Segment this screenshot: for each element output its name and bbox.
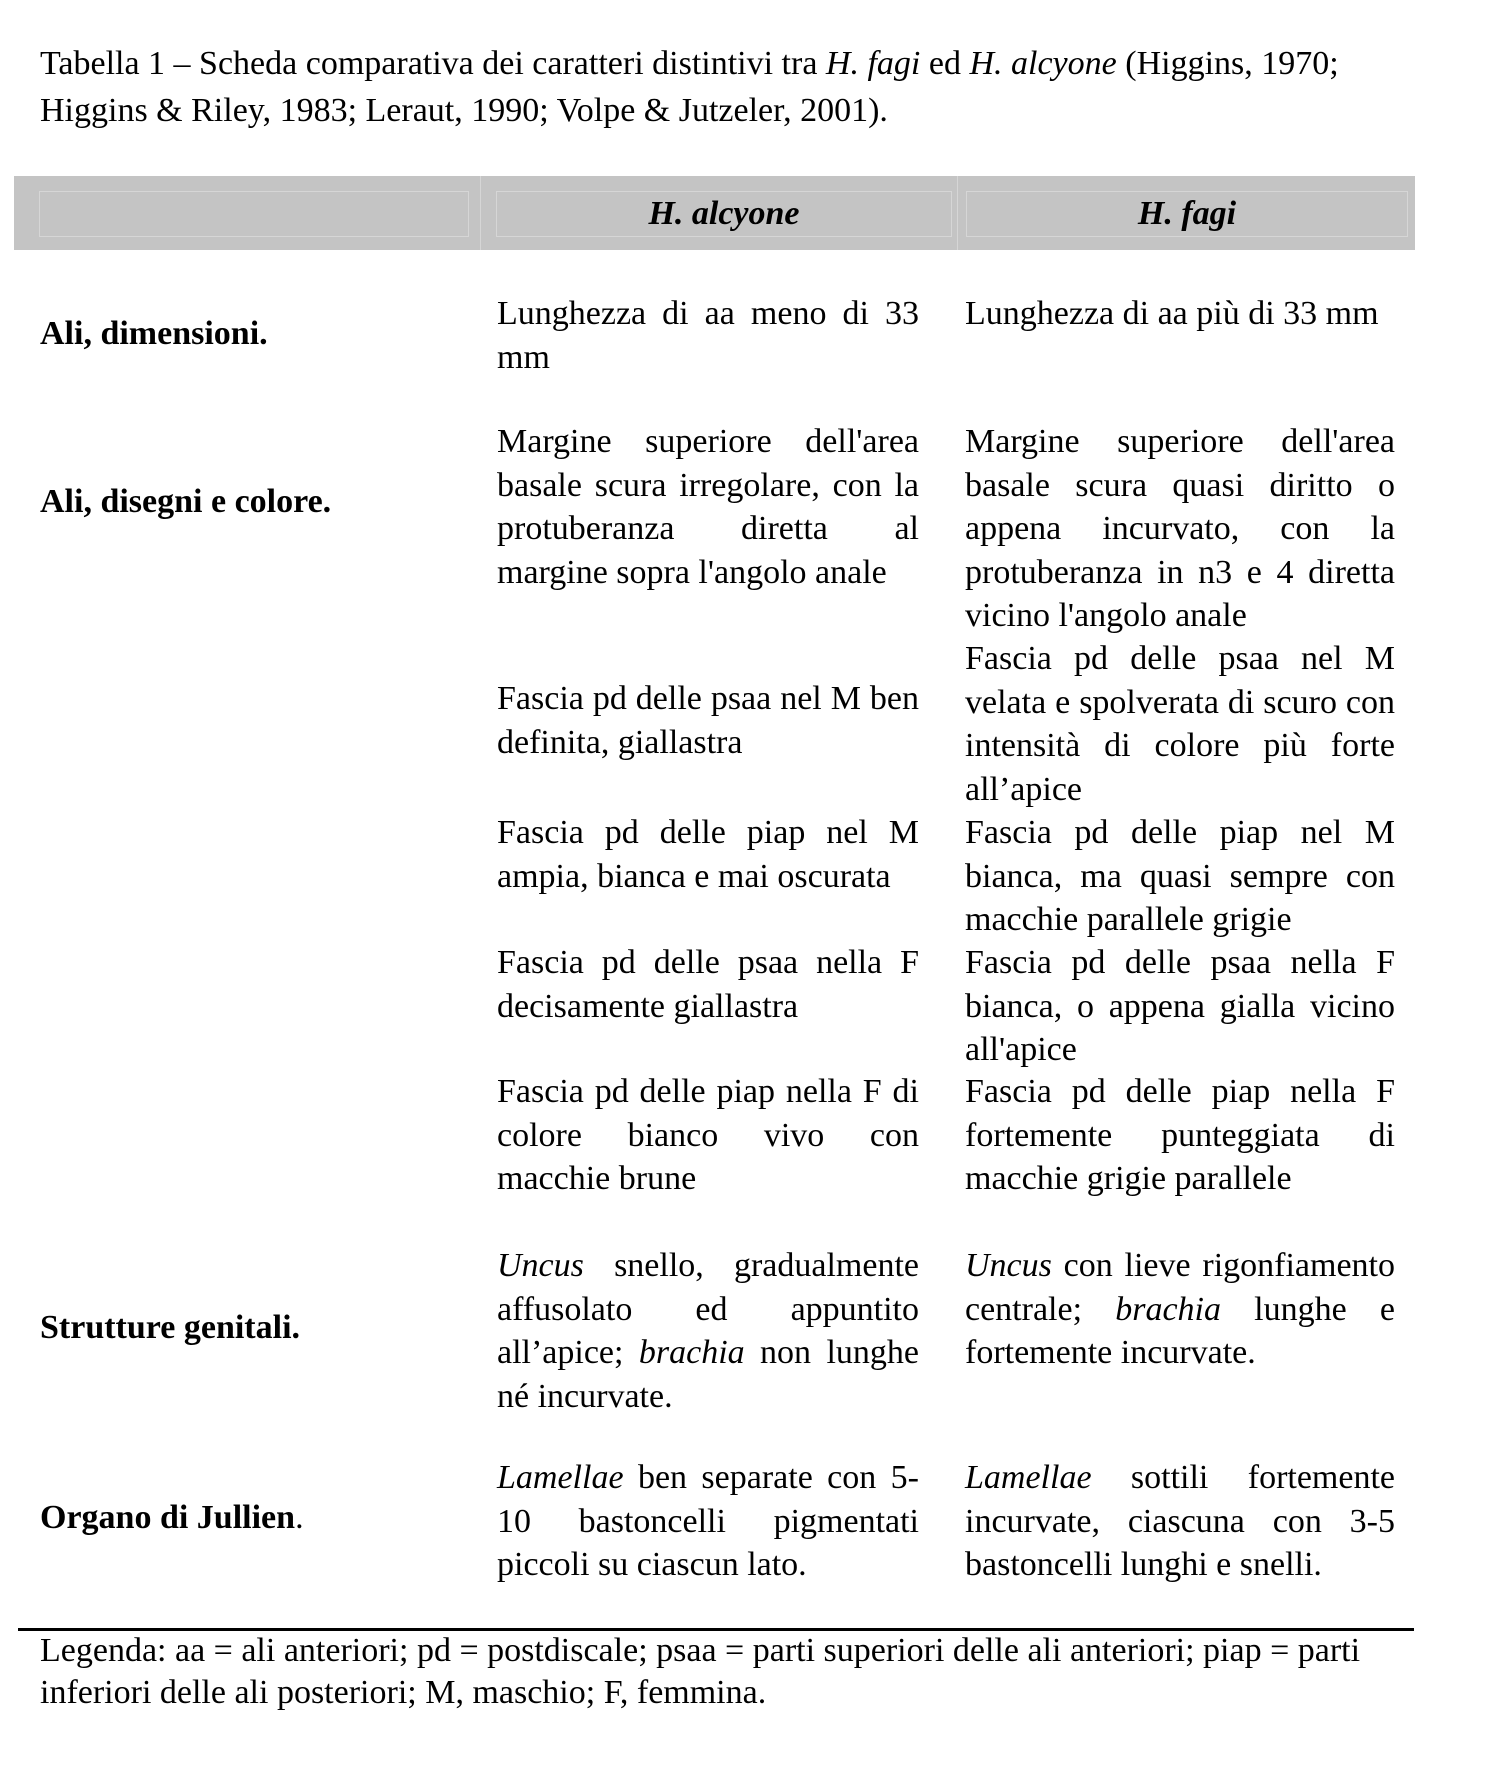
row-label-genitalia: Strutture genitali. (40, 1309, 301, 1346)
cell-fagi-pattern-3: Fascia pd delle piap nel M bianca, ma quasi sempre con macchie parallele grigie (965, 814, 1395, 939)
cell-fagi-pattern-2: Fascia pd delle psaa nel M velata e spolverata di scuro con intensità di colore più forte all’apice (965, 640, 1395, 808)
cell-alcyone-pattern-3: Fascia pd delle piap nel M ampia, bianca e mai oscurata (497, 814, 919, 895)
caption-species-fagi: H. fagi (825, 45, 921, 82)
caption-text: Tabella 1 – Scheda comparativa dei caratteri distintivi tra (40, 45, 826, 82)
cell-fagi-jullien: Lamellae sottili fortemente incurvate, ciascuna con 3-5 bastoncelli lunghi e snelli. (965, 1459, 1395, 1584)
cell-alcyone-jullien: Lamellae ben separate con 5-10 bastoncelli pigmentati piccoli su ciascun lato. (497, 1459, 919, 1584)
cell-fagi-genitalia: Uncus con lieve rigonfiamento centrale; brachia lunghe e fortemente incurvate. (965, 1247, 1395, 1372)
cell-alcyone-pattern-5: Fascia pd delle piap nella F di colore bianco vivo con macchie brune (497, 1073, 919, 1198)
header-cell-empty (39, 191, 469, 237)
table-caption (40, 40, 1400, 134)
caption-text: ed (920, 45, 970, 82)
cell-alcyone-wing-size: Lunghezza di aa meno di 33 mm (497, 295, 919, 376)
cell-alcyone-pattern-1: Margine superiore dell'area basale scura irregolare, con la protuberanza diretta al margine sopra l'angolo anale (497, 423, 919, 591)
cell-alcyone-pattern-4: Fascia pd delle psaa nella F decisamente giallastra (497, 944, 919, 1025)
cell-alcyone-pattern-2: Fascia pd delle psaa nel M ben definita, giallastra (497, 680, 919, 761)
row-label-wing-pattern: Ali, disegni e colore. (40, 483, 332, 520)
header-cell-fagi: H. fagi (966, 191, 1408, 237)
table-legend: Legenda: aa = ali anteriori; pd = postdiscale; psaa = parti superiori delle ali anteriori; piap = parti inferiori delle ali posteriori; M, maschio; F, femmina. (40, 1632, 1361, 1711)
caption-citations: (Higgins, 1970; Higgins & Riley, 1983; Leraut, 1990; Volpe & Jutzeler, 2001). (40, 45, 1339, 129)
header-divider (957, 176, 958, 250)
row-label-jullien-organ: Organo di Jullien. (40, 1499, 304, 1536)
cell-fagi-pattern-1: Margine superiore dell'area basale scura quasi diritto o appena incurvato, con la protuberanza in n3 e 4 diretta vicino l'angolo anale (965, 423, 1395, 635)
caption-species-alcyone: H. alcyone (969, 45, 1117, 82)
header-divider (480, 176, 481, 250)
cell-fagi-pattern-5: Fascia pd delle piap nella F fortemente punteggiata di macchie grigie parallele (965, 1073, 1395, 1198)
header-cell-alcyone: H. alcyone (496, 191, 952, 237)
cell-fagi-wing-size: Lunghezza di aa più di 33 mm (965, 295, 1379, 332)
table-header-row (14, 176, 1415, 250)
cell-alcyone-genitalia: Uncus snello, gradualmente affusolato ed appuntito all’apice; brachia non lunghe né incurvate. (497, 1247, 919, 1415)
row-label-wing-size: Ali, dimensioni. (40, 315, 268, 352)
cell-fagi-pattern-4: Fascia pd delle psaa nella F bianca, o appena gialla vicino all'apice (965, 944, 1395, 1069)
